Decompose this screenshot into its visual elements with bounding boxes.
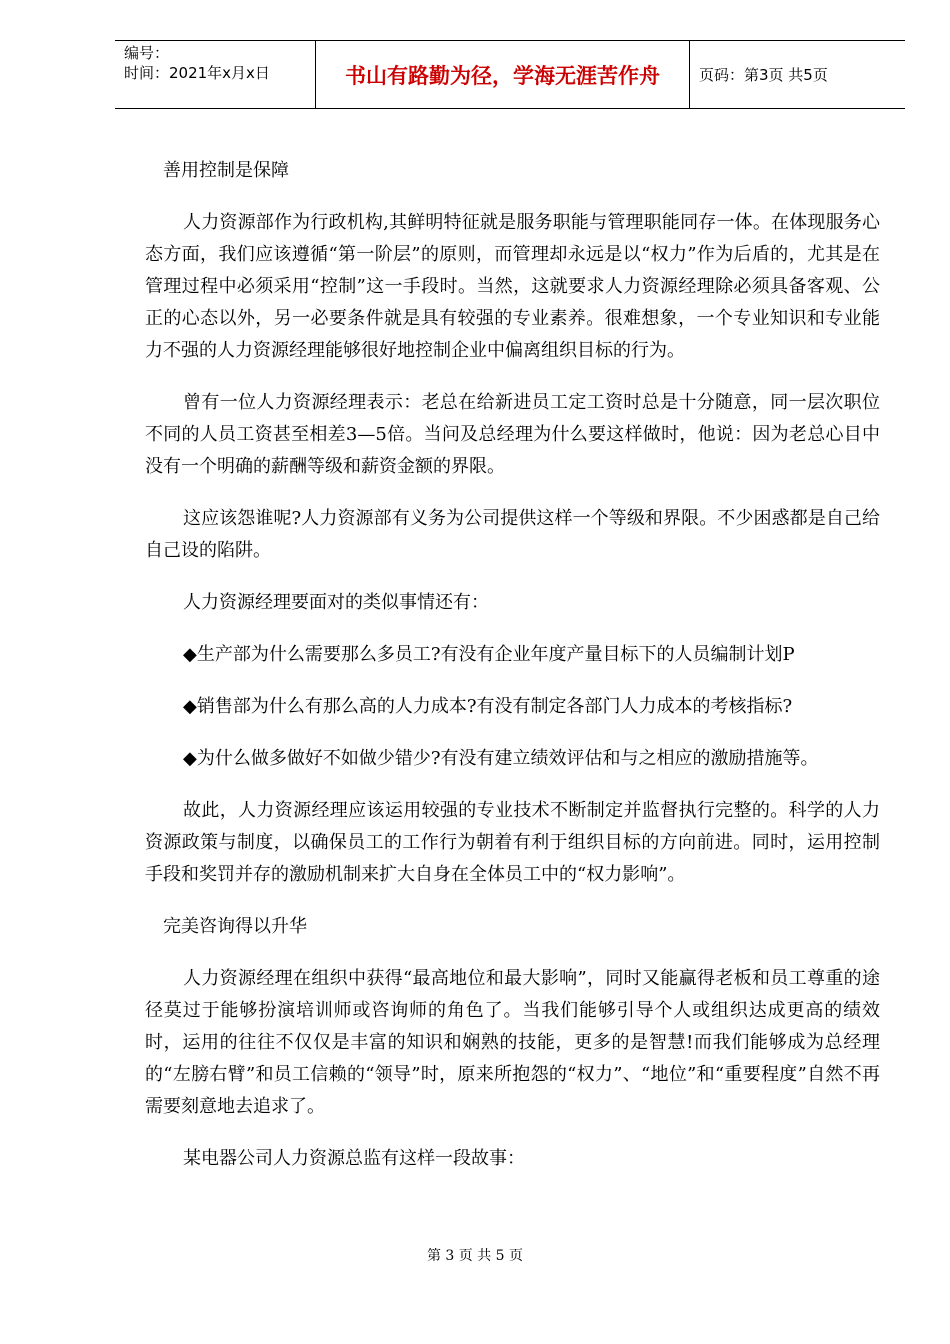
- paragraph: 人力资源经理在组织中获得“最高地位和最大影响”，同时又能赢得老板和员工尊重的途径莫过于能够扮演培训师或咨询师的角色了。当我们能够引导个人或组织达成更高的绩效时，运用的往往不仅仅是丰富的知识和娴熟的技能，更多的是智慧!而我们能够成为总经理的“左膀右臂”和员工信赖的“领导”时，原来所抱怨的“权力”、“地位”和“重要程度”自然不再需要刻意地去追求了。: [145, 968, 880, 1117]
- page-footer: 第 3 页 共 5 页: [426, 1248, 524, 1264]
- paragraph: 人力资源经理要面对的类似事情还有：: [183, 592, 489, 613]
- document-time-label: 时间：2021年x月x日: [124, 64, 270, 82]
- paragraph: 曾有一位人力资源经理表示：老总在给新进员工定工资时总是十分随意，同一层次职位不同的人员工资甚至相差3—5倍。当问及总经理为什么要这样做时，他说：因为老总心目中没有一个明确的薪酬等级和薪资金额的界限。: [145, 392, 880, 477]
- paragraph: 某电器公司人力资源总监有这样一段故事：: [183, 1148, 525, 1169]
- document-number-label: 编号：: [124, 44, 170, 62]
- header-slogan: 书山有路勤为径，学海无涯苦作舟: [316, 41, 690, 108]
- paragraph: 故此，人力资源经理应该运用较强的专业技术不断制定并监督执行完整的。科学的人力资源政策与制度，以确保员工的工作行为朝着有利于组织目标的方向前进。同时，运用控制手段和奖罚并存的激励机制来扩大自身在全体员工中的“权力影响”。: [145, 800, 880, 885]
- paragraph: 这应该怨谁呢?人力资源部有义务为公司提供这样一个等级和界限。不少困惑都是自己给自己设的陷阱。: [145, 508, 880, 561]
- bullet-item: ◆为什么做多做好不如做少错少?有没有建立绩效评估和与之相应的激励措施等。: [183, 748, 819, 769]
- document-body: [145, 155, 880, 1195]
- header-meta: [115, 41, 316, 108]
- paragraph: 人力资源部作为行政机构,其鲜明特征就是服务职能与管理职能同存一体。在体现服务心态方面，我们应该遵循“第一阶层”的原则，而管理却永远是以“权力”作为后盾的，尤其是在管理过程中必须采用“控制”这一手段时。当然，这就要求人力资源经理除必须具备客观、公正的心态以外，另一必要条件就是具有较强的专业素养。很难想象，一个专业知识和专业能力不强的人力资源经理能够很好地控制企业中偏离组织目标的行为。: [145, 212, 880, 361]
- header-page-label: 页码：第3页 共5页: [699, 66, 828, 84]
- bullet-item: ◆销售部为什么有那么高的人力成本?有没有制定各部门人力成本的考核指标?: [183, 696, 793, 717]
- page-header: [115, 40, 905, 109]
- bullet-item: ◆生产部为什么需要那么多员工?有没有企业年度产量目标下的人员编制计划P: [183, 644, 795, 665]
- section-heading-control: 善用控制是保障: [163, 160, 289, 181]
- section-heading-consulting: 完美咨询得以升华: [163, 916, 307, 937]
